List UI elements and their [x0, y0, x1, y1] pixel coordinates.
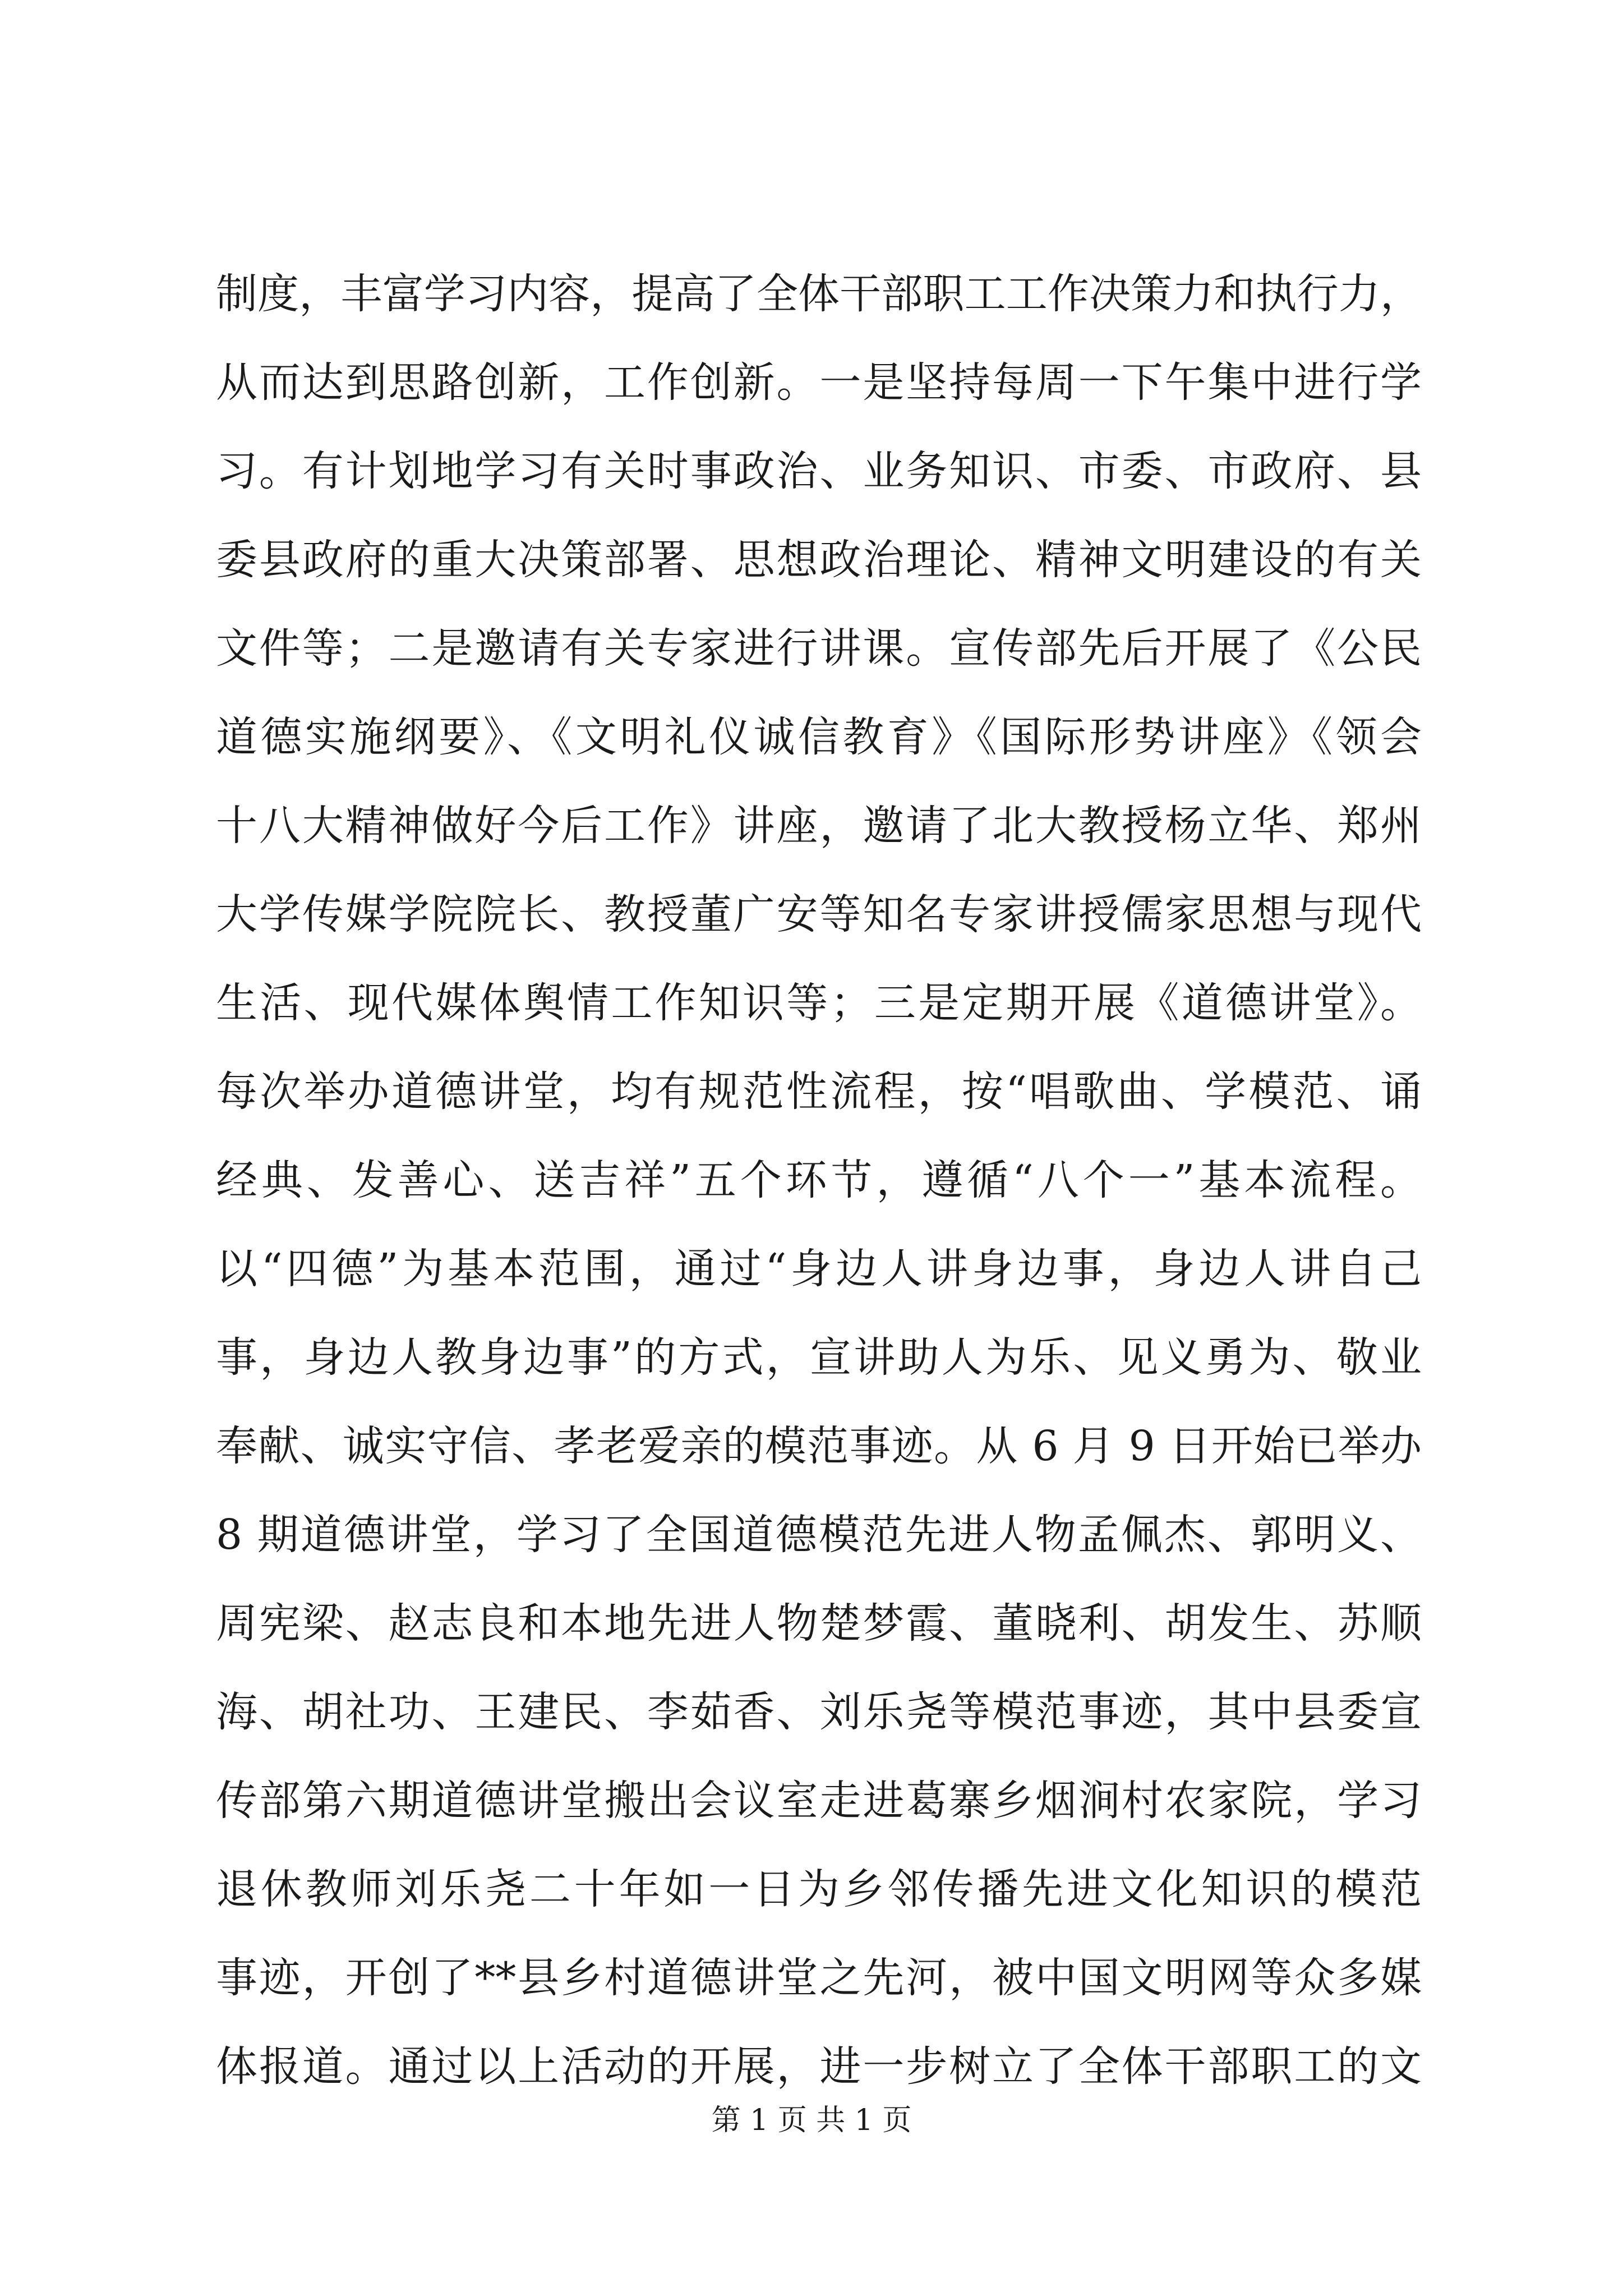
text-line: 体报道。通过以上活动的开展，进一步树立了全体干部职工的文 — [216, 2042, 1422, 2091]
text-line: 习。有计划地学习有关时事政治、业务知识、市委、市政府、县 — [216, 447, 1422, 495]
text-line: 十八大精神做好今后工作》讲座，邀请了北大教授杨立华、郑州 — [216, 802, 1422, 850]
text-line: 事迹，开创了**县乡村道德讲堂之先河，被中国文明网等众多媒 — [216, 1954, 1422, 2002]
text-line: 文件等；二是邀请有关专家进行讲课。宣传部先后开展了《公民 — [216, 624, 1422, 673]
text-line: 奉献、诚实守信、孝老爱亲的模范事迹。从 6 月 9 日开始已举办 — [216, 1422, 1422, 1470]
text-line: 周宪梁、赵志良和本地先进人物楚梦霞、董晓利、胡发生、苏顺 — [216, 1599, 1422, 1648]
text-line: 从而达到思路创新，工作创新。一是坚持每周一下午集中进行学 — [216, 358, 1422, 407]
text-line: 退休教师刘乐尧二十年如一日为乡邻传播先进文化知识的模范 — [216, 1865, 1422, 1913]
text-line: 大学传媒学院院长、教授董广安等知名专家讲授儒家思想与现代 — [216, 890, 1422, 938]
text-line: 海、胡社功、王建民、李茹香、刘乐尧等模范事迹，其中县委宣 — [216, 1688, 1422, 1736]
text-line: 事，身边人教身边事”的方式，宣讲助人为乐、见义勇为、敬业 — [216, 1333, 1422, 1382]
text-line: 以“四德”为基本范围，通过“身边人讲身边事，身边人讲自己 — [216, 1245, 1422, 1293]
page-footer — [0, 2101, 1623, 2140]
text-line: 经典、发善心、送吉祥”五个环节，遵循“八个一”基本流程。 — [216, 1156, 1422, 1204]
text-line: 道德实施纲要》、《文明礼仪诚信教育》《国际形势讲座》《领会 — [216, 713, 1422, 761]
text-line: 传部第六期道德讲堂搬出会议室走进葛寨乡烟涧村农家院，学习 — [216, 1777, 1422, 1825]
text-line: 生活、现代媒体舆情工作知识等；三是定期开展《道德讲堂》。 — [216, 979, 1422, 1027]
text-line: 每次举办道德讲堂，均有规范性流程，按“唱歌曲、学模范、诵 — [216, 1068, 1422, 1116]
document-body — [216, 250, 1422, 2111]
text-line: 制度，丰富学习内容，提高了全体干部职工工作决策力和执行力， — [216, 270, 1422, 318]
page-number-label: 第 1 页 共 1 页 — [711, 2104, 912, 2137]
text-line: 8 期道德讲堂，学习了全国道德模范先进人物孟佩杰、郭明义、 — [216, 1511, 1422, 1559]
text-line: 委县政府的重大决策部署、思想政治理论、精神文明建设的有关 — [216, 536, 1422, 584]
